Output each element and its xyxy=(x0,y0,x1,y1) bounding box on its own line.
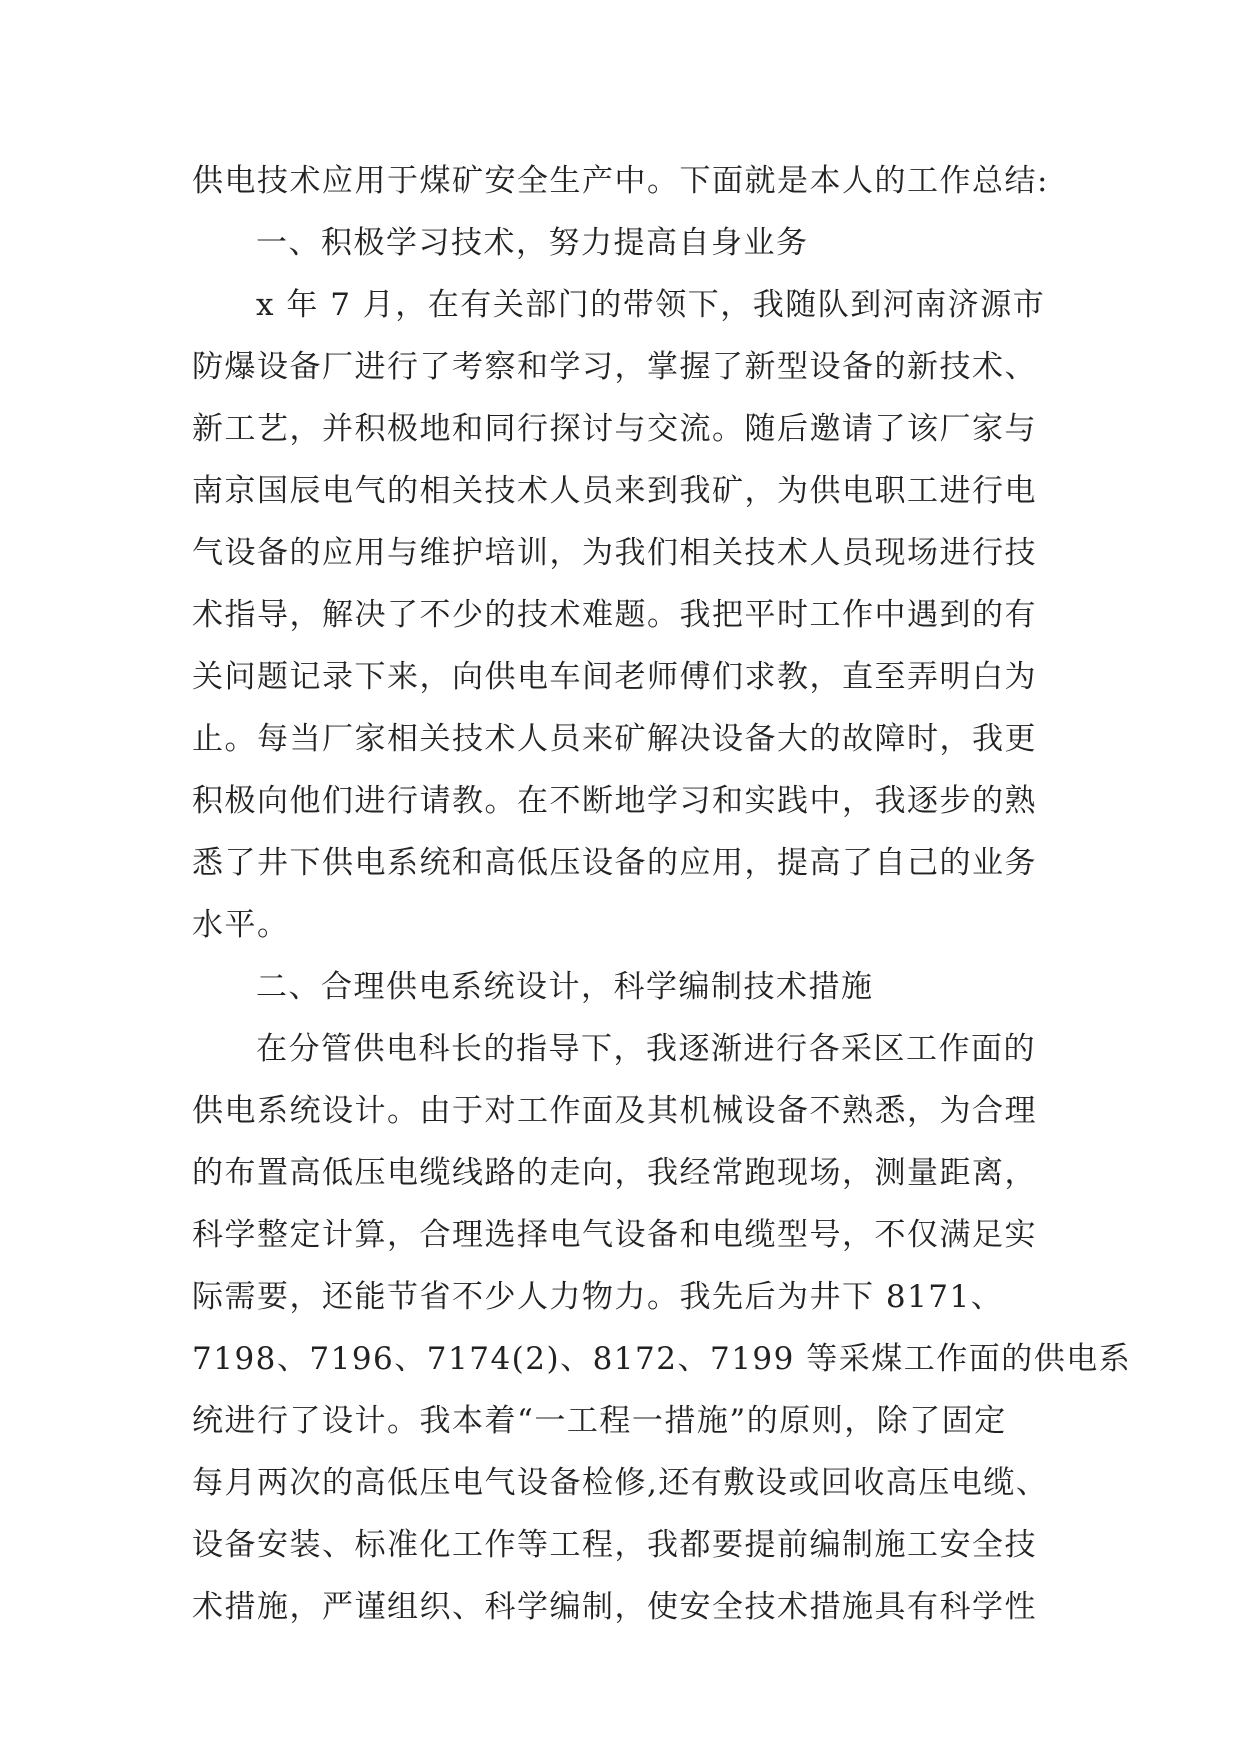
text-line: 设备安装、标准化工作等工程，我都要提前编制施工安全技 xyxy=(192,1527,1037,1563)
text-line: 新工艺，并积极地和同行探讨与交流。随后邀请了该厂家与 xyxy=(192,411,1037,447)
text-line: 积极向他们进行请教。在不断地学习和实践中，我逐步的熟 xyxy=(192,783,1037,819)
text-line: 每月两次的高低压电气设备检修,还有敷设或回收高压电缆、 xyxy=(192,1465,1049,1501)
text-line: 的布置高低压电缆线路的走向，我经常跑现场，测量距离， xyxy=(192,1155,1037,1191)
text-line: 南京国辰电气的相关技术人员来到我矿，为供电职工进行电 xyxy=(192,473,1037,509)
text-line: 悉了井下供电系统和高低压设备的应用，提高了自己的业务 xyxy=(192,845,1037,881)
document-body xyxy=(192,150,1132,1638)
text-line: 科学整定计算，合理选择电气设备和电缆型号，不仅满足实 xyxy=(192,1217,1037,1253)
text-line: 供电系统设计。由于对工作面及其机械设备不熟悉，为合理 xyxy=(192,1093,1037,1129)
text-line: 一、积极学习技术，努力提高自身业务 xyxy=(256,225,809,261)
text-line: 关问题记录下来，向供电车间老师傅们求教，直至弄明白为 xyxy=(192,659,1037,695)
text-line: 7198、7196、7174(2)、8172、7199 等采煤工作面的供电系 xyxy=(192,1341,1132,1377)
text-line: 防爆设备厂进行了考察和学习，掌握了新型设备的新技术、 xyxy=(192,349,1037,385)
text-line: 供电技术应用于煤矿安全生产中。下面就是本人的工作总结: xyxy=(192,163,1049,199)
text-line: 气设备的应用与维护培训，为我们相关技术人员现场进行技 xyxy=(192,535,1037,571)
text-line: 止。每当厂家相关技术人员来矿解决设备大的故障时，我更 xyxy=(192,721,1037,757)
text-line: 术指导，解决了不少的技术难题。我把平时工作中遇到的有 xyxy=(192,597,1037,633)
text-line: 在分管供电科长的指导下，我逐渐进行各采区工作面的 xyxy=(256,1031,1036,1067)
text-line: 际需要，还能节省不少人力物力。我先后为井下 8171、 xyxy=(192,1279,1004,1315)
text-line: x 年 7 月，在有关部门的带领下，我随队到河南济源市 xyxy=(256,287,1046,323)
text-line: 水平。 xyxy=(192,907,290,943)
text-line: 二、合理供电系统设计，科学编制技术措施 xyxy=(256,969,874,1005)
text-line: 术措施，严谨组织、科学编制，使安全技术措施具有科学性 xyxy=(192,1589,1037,1625)
text-line: 统进行了设计。我本着“一工程一措施”的原则，除了固定 xyxy=(192,1403,1007,1439)
